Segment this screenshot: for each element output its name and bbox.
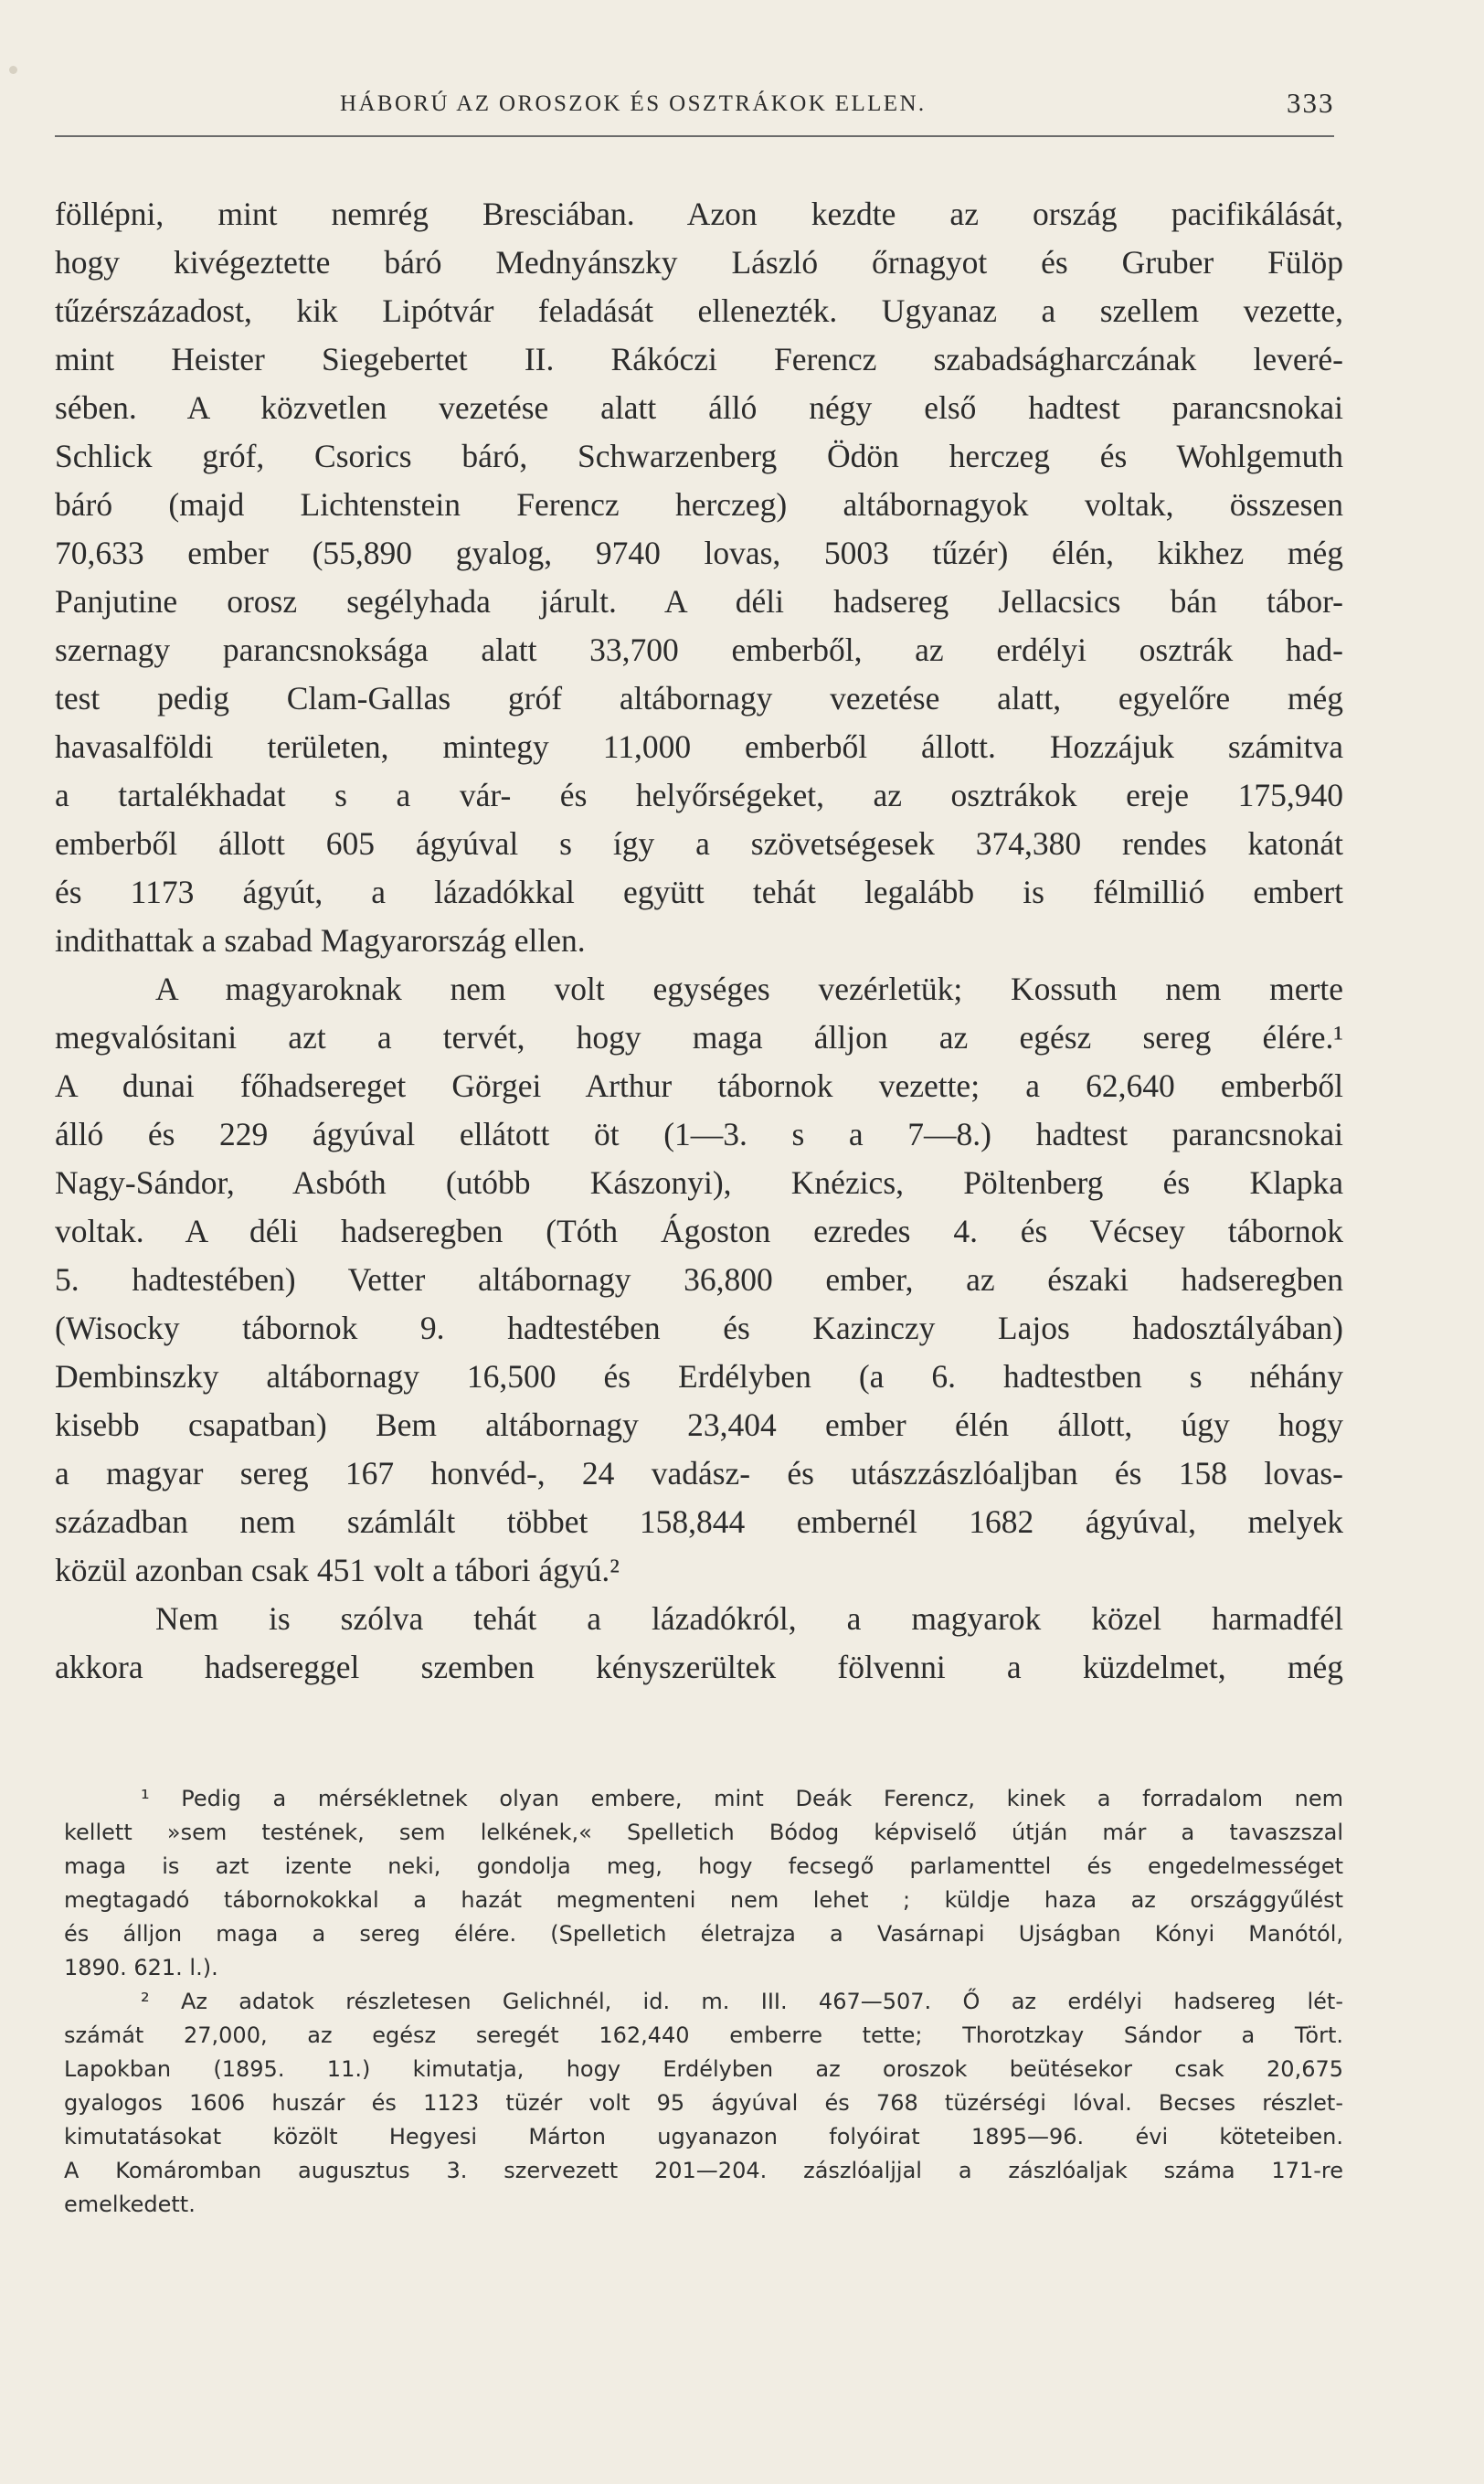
body-line: emberből állott 605 ágyúval s így a szövetségesek 374,380 rendes katonát — [55, 825, 1343, 862]
footnote-line-end: emelkedett. — [64, 2192, 196, 2217]
page-number: 333 — [1287, 87, 1335, 119]
footnote-line: számát 27,000, az egész seregét 162,440 emberre tette; Thorotzkay Sándor a Tört. — [64, 2022, 1343, 2048]
body-line-paragraph-start: A magyaroknak nem volt egységes vezérletük; Kossuth nem merte — [155, 971, 1343, 1007]
body-line: Schlick gróf, Csorics báró, Schwarzenberg Ödön herczeg és Wohlgemuth — [55, 438, 1343, 474]
body-line: Panjutine orosz segélyhada járult. A déli hadsereg Jellacsics bán tábor- — [55, 583, 1343, 620]
body-line: föllépni, mint nemrég Bresciában. Azon kezdte az ország pacifikálását, — [55, 196, 1343, 232]
footnote-line-end: 1890. 621. l.). — [64, 1955, 218, 1980]
footnote-line: megtagadó tábornokokkal a hazát megmenteni nem lehet ; küldje haza az országgyűlést — [64, 1887, 1343, 1913]
body-line-paragraph-start: Nem is szólva tehát a lázadókról, a magyarok közel harmadfél — [155, 1600, 1343, 1637]
footnote-line: kimutatásokat közölt Hegyesi Márton ugyanazon folyóirat 1895—96. évi köteteiben. — [64, 2124, 1343, 2150]
footnote-line: maga is azt izente neki, gondolja meg, hogy fecsegő parlamenttel és engedelmességet — [64, 1853, 1343, 1879]
body-line: tűzérszázadost, kik Lipótvár feladását ellenezték. Ugyanaz a szellem vezette, — [55, 292, 1343, 329]
footnotes — [64, 1782, 1343, 2222]
body-line: és 1173 ágyút, a lázadókkal együtt tehát legalább is félmillió embert — [55, 874, 1343, 910]
body-line: akkora hadsereggel szemben kényszerültek fölvenni a küzdelmet, még — [55, 1649, 1343, 1685]
body-line: Dembinszky altábornagy 16,500 és Erdélyben (a 6. hadtestben s néhány — [55, 1358, 1343, 1395]
body-line: álló és 229 ágyúval ellátott öt (1—3. s a 7—8.) hadtest parancsnokai — [55, 1116, 1343, 1152]
footnote-line: gyalogos 1606 huszár és 1123 tüzér volt 95 ágyúval és 768 tüzérségi lóval. Becses részlet- — [64, 2090, 1343, 2116]
body-line-paragraph-end: indithattak a szabad Magyarország ellen. — [55, 922, 586, 959]
footnote-1-start: ¹ Pedig a mérsékletnek olyan embere, mint Deák Ferencz, kinek a forradalom nem — [141, 1786, 1343, 1811]
body-line: szernagy parancsnoksága alatt 33,700 emberből, az erdélyi osztrák had- — [55, 632, 1343, 668]
footnote-line: A Komáromban augusztus 3. szervezett 201—204. zászlóaljjal a zászlóaljak száma 171-re — [64, 2158, 1343, 2183]
body-line: (Wisocky tábornok 9. hadtestében és Kazinczy Lajos hadosztályában) — [55, 1310, 1343, 1346]
body-line: sében. A közvetlen vezetése alatt álló négy első hadtest parancsnokai — [55, 389, 1343, 426]
running-head: HÁBORÚ AZ OROSZOK ÉS OSZTRÁKOK ELLEN. — [340, 91, 927, 116]
body-line: kisebb csapatban) Bem altábornagy 23,404 ember élén állott, úgy hogy — [55, 1407, 1343, 1443]
body-line: a magyar sereg 167 honvéd-, 24 vadász- és utászzászlóaljban és 158 lovas- — [55, 1455, 1343, 1491]
body-line: 70,633 ember (55,890 gyalog, 9740 lovas, 5003 tűzér) élén, kikhez még — [55, 535, 1343, 571]
body-line: megvalósitani azt a tervét, hogy maga álljon az egész sereg élére.¹ — [55, 1019, 1343, 1056]
body-line: test pedig Clam-Gallas gróf altábornagy vezetése alatt, egyelőre még — [55, 680, 1343, 717]
footnote-line: Lapokban (1895. 11.) kimutatja, hogy Erdélyben az oroszok beütésekor csak 20,675 — [64, 2056, 1343, 2082]
footnote-2-start: ² Az adatok részletesen Gelichnél, id. m. III. 467—507. Ő az erdélyi hadsereg lét- — [141, 1989, 1343, 2014]
header-rule — [55, 135, 1334, 137]
body-text — [55, 190, 1343, 1692]
body-line: báró (majd Lichtenstein Ferencz herczeg) altábornagyok voltak, összesen — [55, 486, 1343, 523]
footnote-line: és álljon maga a sereg élére. (Spelletich életrajza a Vasárnapi Ujságban Kónyi Manótól, — [64, 1921, 1343, 1947]
paper-spot — [9, 66, 17, 74]
body-line: 5. hadtestében) Vetter altábornagy 36,800 ember, az északi hadseregben — [55, 1261, 1343, 1298]
body-line: a tartalékhadat s a vár- és helyőrségeket, az osztrákok ereje 175,940 — [55, 777, 1343, 813]
body-line: A dunai főhadsereget Görgei Arthur tábornok vezette; a 62,640 emberből — [55, 1067, 1343, 1104]
body-line: havasalföldi területen, mintegy 11,000 emberből állott. Hozzájuk számitva — [55, 728, 1343, 765]
body-line: században nem számlált többet 158,844 embernél 1682 ágyúval, melyek — [55, 1503, 1343, 1540]
body-line: Nagy-Sándor, Asbóth (utóbb Kászonyi), Knézics, Pöltenberg és Klapka — [55, 1164, 1343, 1201]
body-line: voltak. A déli hadseregben (Tóth Ágoston ezredes 4. és Vécsey tábornok — [55, 1213, 1343, 1249]
footnote-line: kellett »sem testének, sem lelkének,« Spelletich Bódog képviselő útján már a tavaszszal — [64, 1820, 1343, 1845]
body-line-paragraph-end: közül azonban csak 451 volt a tábori ágyú.² — [55, 1552, 620, 1588]
body-line: hogy kivégeztette báró Mednyánszky László őrnagyot és Gruber Fülöp — [55, 244, 1343, 281]
body-line: mint Heister Siegebertet II. Rákóczi Ferencz szabadságharczának leveré- — [55, 341, 1343, 377]
